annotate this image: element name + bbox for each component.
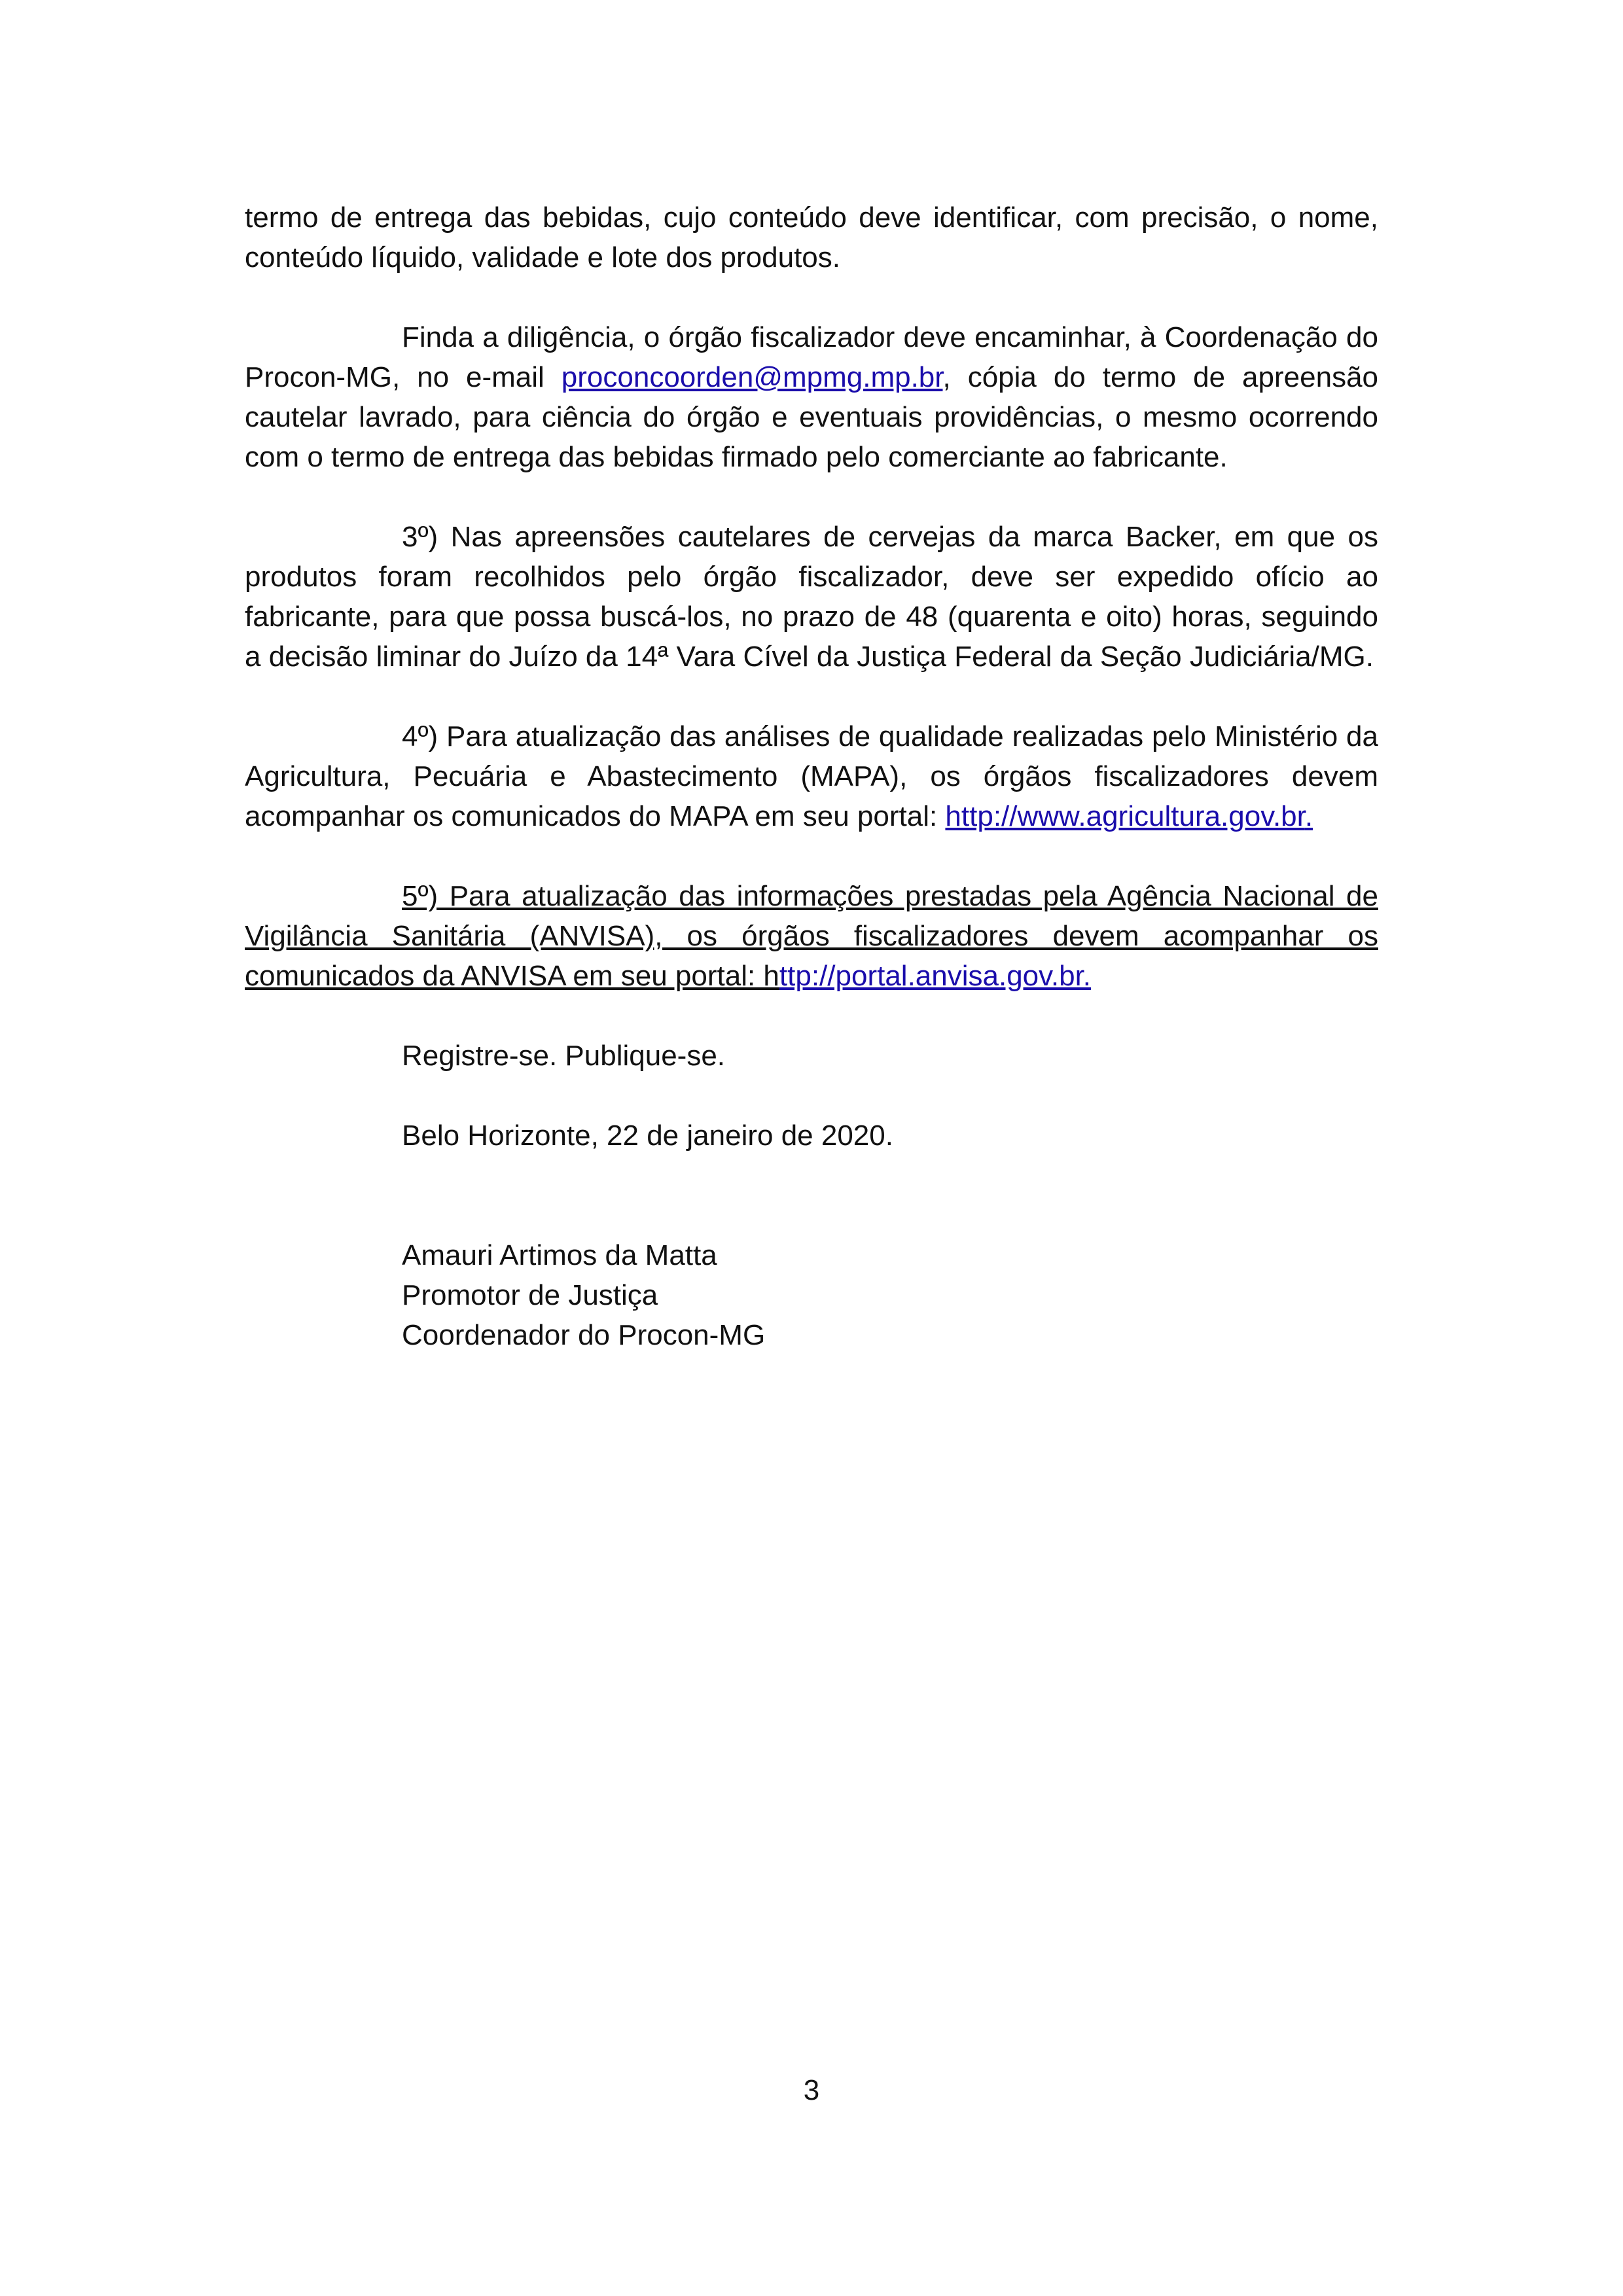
paragraph-item-5 <box>245 876 1378 996</box>
paragraph-text: 3º) Nas apreensões cautelares de cervejas da marca Backer, em que os produtos foram recolhidos pelo órgão fiscalizador, deve ser expedido ofício ao fabricante, para que possa buscá-los, no prazo de 48 (quarenta e oito) horas, seguindo a decisão liminar do Juízo da 14ª Vara Cível da Justiça Federal da Seção Judiciária/MG. <box>245 521 1378 673</box>
paragraph-text: 4º) Para atualização das análises de qualidade realizadas pelo Ministério da Agricultura, Pecuária e Abastecimento (MAPA), os órgãos fiscalizadores devem acompanhar os comunicados do MAPA em seu portal: <box>245 720 1378 832</box>
link-trailing-dot: . <box>1082 960 1092 992</box>
document-body <box>245 198 1378 1355</box>
paragraph-text: 5º) Para atualização das informações prestadas pela Agência Nacional de Vigilância Sanitária (ANVISA), os órgãos fiscalizadores devem acompanhar os comunicados da ANVISA em seu portal: h <box>245 880 1378 992</box>
signer-title: Promotor de Justiça <box>402 1279 658 1311</box>
anvisa-portal-link[interactable]: ttp://portal.anvisa.gov.br <box>779 960 1083 992</box>
mapa-portal-link[interactable]: http://www.agricultura.gov.br <box>945 800 1305 832</box>
signer-role: Coordenador do Procon-MG <box>402 1319 766 1351</box>
paragraph-termo-entrega <box>245 198 1378 277</box>
signer-name: Amauri Artimos da Matta <box>402 1239 717 1271</box>
paragraph-text: termo de entrega das bebidas, cujo conteúdo deve identificar, com precisão, o nome, conteúdo líquido, validade e lote dos produtos. <box>245 202 1378 274</box>
paragraph-item-3 <box>245 517 1378 677</box>
paragraph-text: , cópia do termo de apreensão cautelar lavrado, para ciência do órgão e eventuais providências, o mesmo ocorrendo com o termo de entrega das bebidas firmado pelo comerciante ao fabricante. <box>245 361 1379 473</box>
closing-formula <box>402 1036 1378 1076</box>
paragraph-diligencia <box>245 317 1378 477</box>
page-number: 3 <box>803 2074 820 2106</box>
place-date-text: Belo Horizonte, 22 de janeiro de 2020. <box>402 1120 893 1152</box>
signature-block <box>402 1235 1378 1355</box>
paragraph-text: Finda a diligência, o órgão fiscalizador deve encaminhar, à Coordenação do Procon-MG, no e-mail <box>245 321 1378 393</box>
link-trailing-dot: . <box>1304 800 1313 832</box>
place-date <box>402 1116 1378 1156</box>
paragraph-item-4 <box>245 716 1378 836</box>
closing-text: Registre-se. Publique-se. <box>402 1040 726 1072</box>
email-link[interactable]: proconcoorden@mpmg.mp.br <box>561 361 943 393</box>
